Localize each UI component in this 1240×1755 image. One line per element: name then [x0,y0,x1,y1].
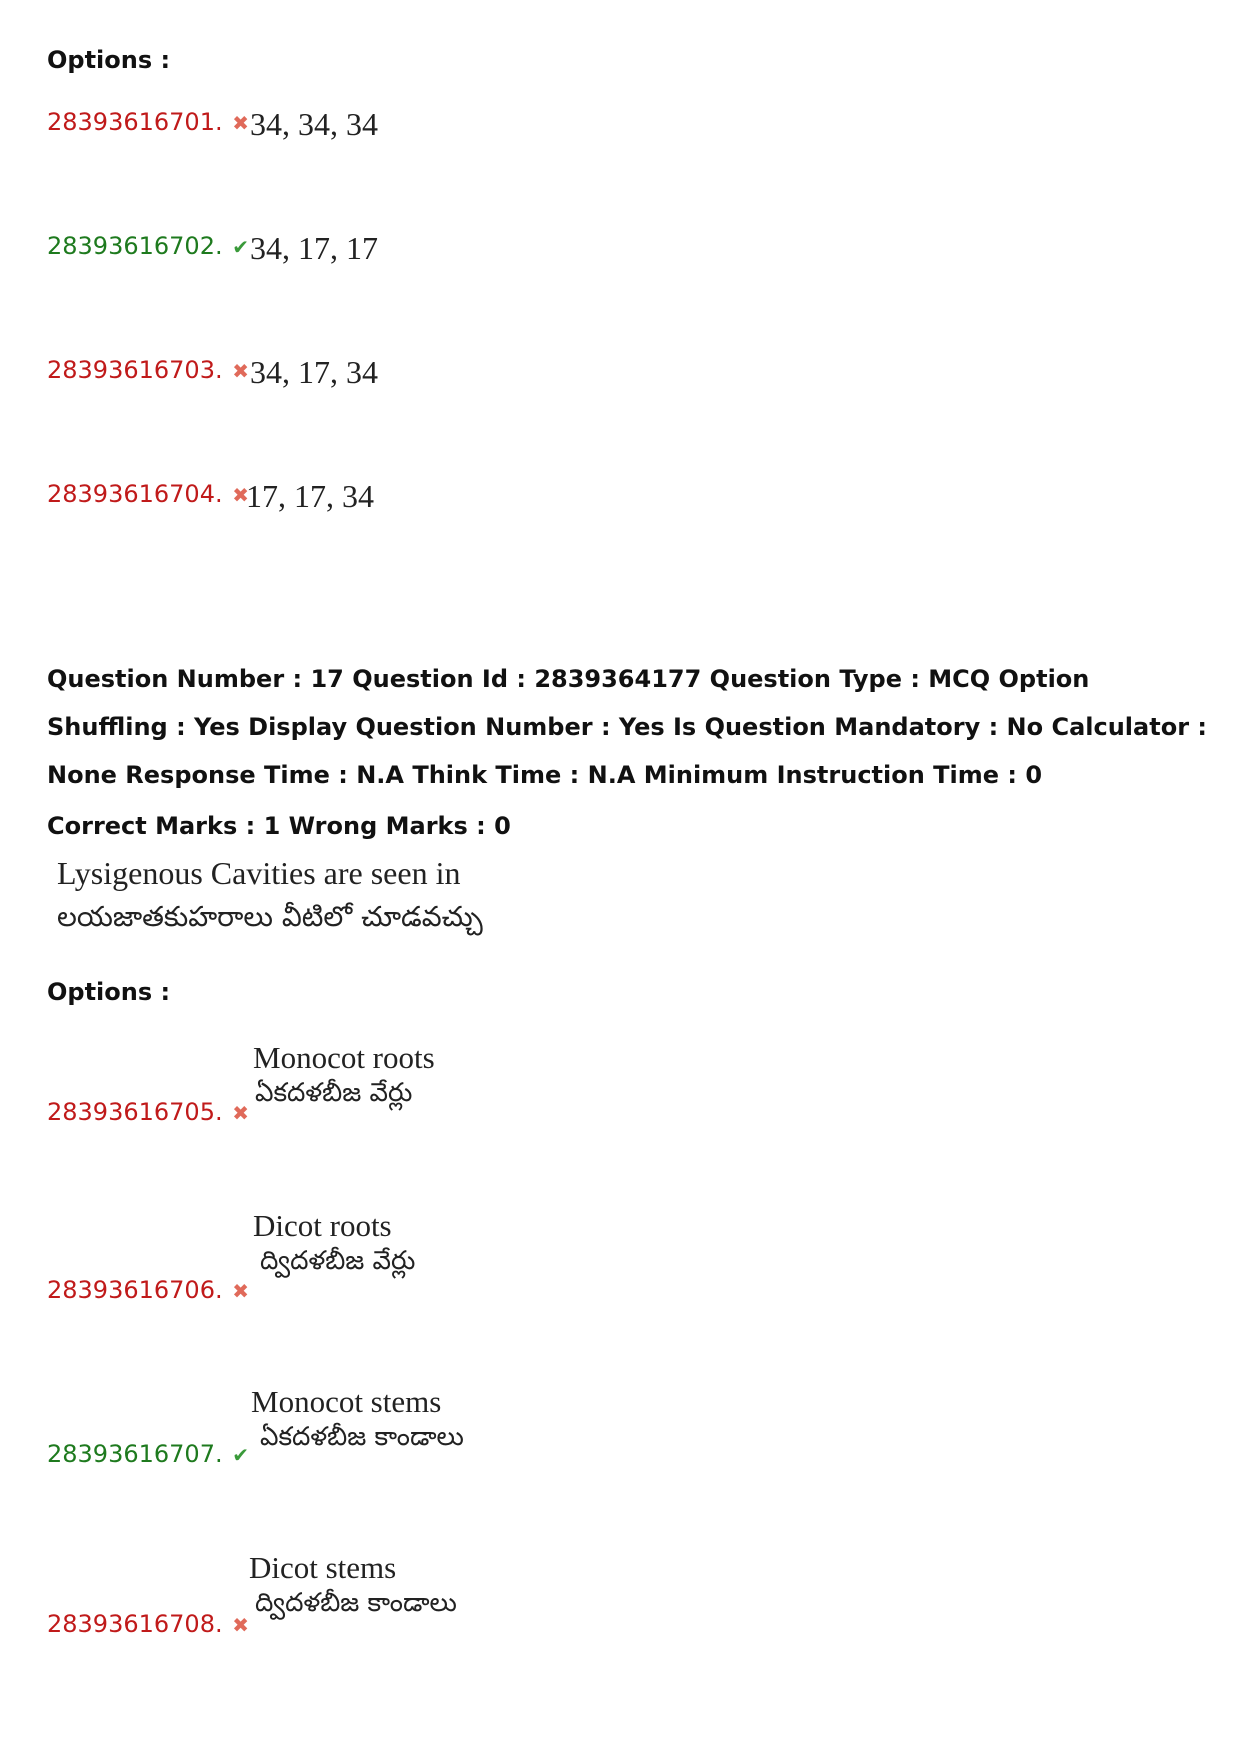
question-metadata [47,655,1207,799]
option-id: 28393616706. [47,1276,223,1304]
wrong-mark-icon: ✖ [232,359,250,383]
option-id: 28393616705. [47,1098,223,1126]
option-id: 28393616702. [47,232,223,260]
option-row [47,1610,254,1638]
marks-line: Correct Marks : 1 Wrong Marks : 0 [47,812,511,840]
options-heading: Options : [47,46,171,74]
option-row [47,232,254,260]
correct-mark-icon: ✔ [232,235,250,259]
option-id: 28393616707. [47,1440,223,1468]
option-id: 28393616708. [47,1610,223,1638]
correct-mark-icon: ✔ [232,1443,250,1467]
option-text: 17, 17, 34 [246,478,374,514]
option-row [47,1098,254,1126]
option-id: 28393616701. [47,108,223,136]
option-text: 34, 34, 34 [250,106,378,142]
wrong-mark-icon: ✖ [232,1101,250,1125]
question-meta-line: Question Number : 17 Question Id : 2839364177 Question Type : MCQ Option Shuffling : Yes Display Question Number : Yes Is Question Mandatory : No Calculator : None Response Time : N.A Think Time : N.A Minimum Instruction Time : 0 [47,665,1207,789]
option-row [47,108,254,136]
option-text: 34, 17, 17 [250,230,378,266]
options-heading: Options : [47,978,171,1006]
option-row [47,356,254,384]
question-text-english: Lysigenous Cavities are seen in [57,855,461,891]
option-row [47,1440,254,1468]
option-id: 28393616704. [47,480,223,508]
wrong-mark-icon: ✖ [232,111,250,135]
option-id: 28393616703. [47,356,223,384]
option-row [47,480,254,508]
option-row [47,1276,254,1304]
option-text-english: Monocot stems [251,1384,442,1419]
option-text-telugu: ద్విదళబీజ వేర్లు [260,1246,416,1276]
option-text-english: Monocot roots [253,1040,435,1075]
option-text: 34, 17, 34 [250,354,378,390]
option-text-telugu: ద్విదళబీజ కాండాలు [255,1588,457,1618]
option-text-telugu: ఏకదళబీజ కాండాలు [260,1422,464,1452]
option-text-telugu: ఏకదళబీజ వేర్లు [255,1078,413,1108]
option-text-english: Dicot roots [253,1208,392,1243]
wrong-mark-icon: ✖ [232,1279,250,1303]
option-text-english: Dicot stems [249,1550,397,1585]
question-text-telugu: లయజాతకుహరాలు వీటిలో చూడవచ్చు [57,900,483,933]
wrong-mark-icon: ✖ [232,1613,250,1637]
wrong-mark-icon: ✖ [232,483,250,507]
